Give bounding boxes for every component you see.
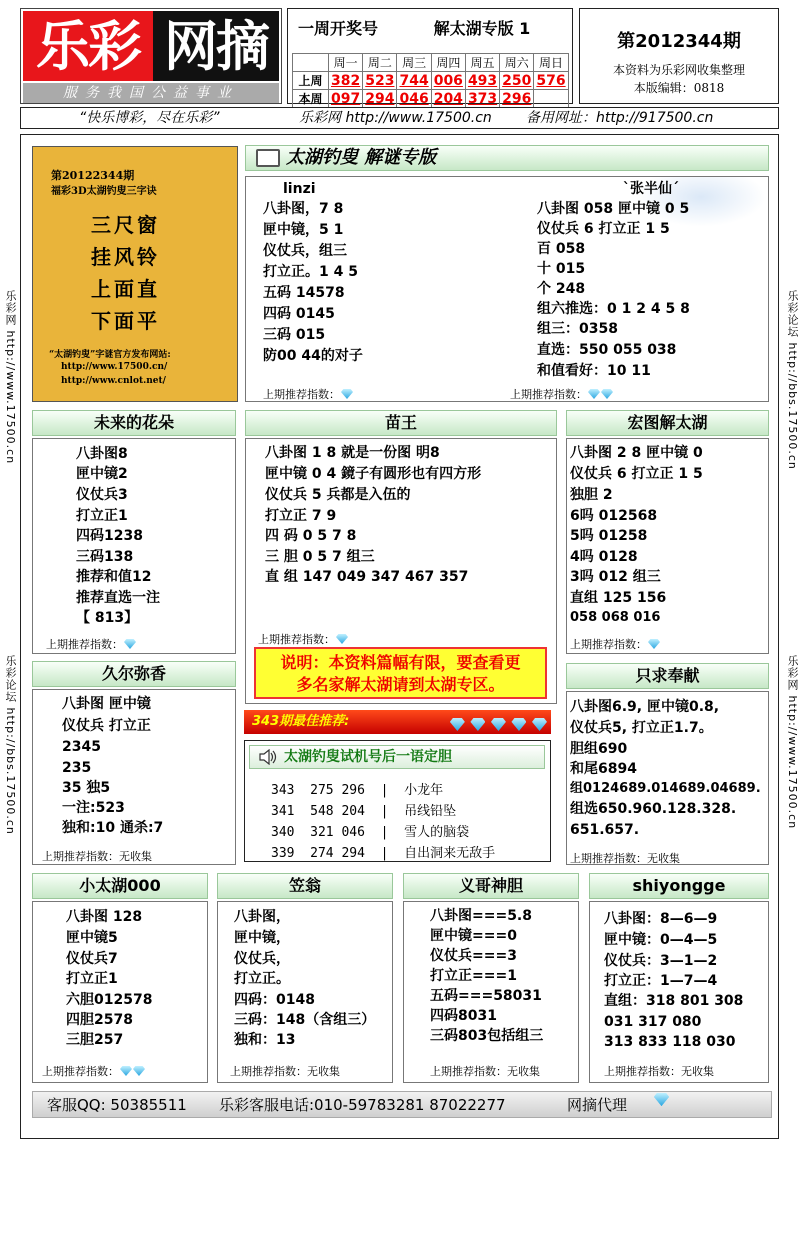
pick-line: 和尾6894 — [570, 761, 637, 777]
pick-line: 百 058 — [537, 241, 586, 257]
pick-line: 313 833 118 030 — [604, 1034, 736, 1050]
pick-line: 组三：0358 — [537, 321, 618, 337]
pick-line: 八卦图：8—6—9 — [604, 911, 718, 927]
weekday: 周二 — [363, 54, 397, 72]
pick-line: 3吗 012 组三 — [570, 569, 661, 585]
pick-line: 直组 125 156 — [570, 590, 667, 606]
pick-line: 2345 — [62, 739, 101, 755]
pick-line: 三码 015 — [263, 327, 326, 343]
test-row: 340 321 046 | 雪人的脑袋 — [271, 825, 470, 840]
index-note: 上期推荐指数：无收集 — [430, 1065, 540, 1078]
pick-line: 四码：0148 — [234, 992, 315, 1008]
diamond-icon — [133, 1066, 145, 1076]
row-label: 上周 — [293, 72, 329, 90]
pick-line: 匣中镜：0—4—5 — [604, 932, 718, 948]
riddle-line: 挂风铃 — [91, 245, 160, 269]
index-note: 上期推荐指数： — [570, 636, 660, 652]
issue-box — [579, 8, 779, 104]
notice-line: 说明：本资料篇幅有限，要查看更 — [280, 653, 521, 672]
riddle-line: 三尺窗 — [91, 213, 160, 237]
pick-line: 八卦图6.9, 匣中镜0.8, — [570, 699, 720, 715]
pick-line: 和值看好：10 11 — [537, 363, 651, 379]
agent-label[interactable]: 网摘代理 — [567, 1096, 628, 1114]
pick-line: 打立正：1—7—4 — [604, 973, 718, 989]
pick-line: 八卦图，7 8 — [263, 201, 344, 217]
logo — [20, 8, 282, 104]
pick-line: 推荐直选一注 — [76, 590, 160, 606]
pick-line: 三码：148（含组三） — [234, 1012, 376, 1028]
edition-label: 解太湖专版 1 — [433, 19, 531, 38]
best-diamonds — [449, 715, 547, 739]
pick-line: 组六推选：0 1 2 4 5 8 — [537, 301, 690, 317]
riddle-subtitle: 福彩3D太湖钓叟三字诀 — [51, 186, 157, 197]
pick-line: 35 独5 — [62, 780, 111, 796]
diamond-icon — [470, 718, 485, 731]
diamond-icon — [654, 1093, 669, 1106]
pick-line: 三码803包括组三 — [430, 1028, 544, 1044]
pick-line: 匣中镜===0 — [430, 928, 517, 944]
diamond-icon — [588, 389, 600, 399]
issue-note: 本资料为乐彩网收集整理 — [612, 63, 745, 77]
pick-line: 直选：550 055 038 — [537, 342, 677, 358]
logo-left: 乐彩 — [23, 11, 153, 81]
draw-number: 204 — [431, 90, 465, 108]
site-link[interactable]: 乐彩网 http://www.17500.cn — [299, 110, 492, 126]
publisher-url-1[interactable]: http://www.17500.cn/ — [61, 362, 168, 372]
panel-title: 义哥神胆 — [403, 873, 579, 899]
diamond-icon — [120, 1066, 132, 1076]
taihu-title-bar — [245, 145, 769, 171]
pick-line: 仪仗兵：3—1—2 — [604, 953, 718, 969]
diamond-icon — [532, 718, 547, 731]
pick-line: 八卦图===5.8 — [430, 908, 532, 924]
panel-title: 笠翁 — [217, 873, 393, 899]
pick-line: 235 — [62, 760, 92, 776]
pick-line: 三 胆 0 5 7 组三 — [265, 549, 375, 565]
pick-line: 十 015 — [537, 261, 586, 277]
pick-line: 独胆 2 — [570, 487, 613, 503]
draw-number: 097 — [329, 90, 363, 108]
draw-number: 523 — [363, 72, 397, 90]
logo-right: 网摘 — [153, 11, 279, 81]
index-note: 上期推荐指数： — [263, 386, 353, 402]
test-row: 343 275 296 | 小龙年 — [271, 783, 444, 798]
side-left-bottom[interactable]: 乐彩论坛 http://bbs.17500.cn — [4, 655, 17, 835]
pick-line: 四码8031 — [430, 1008, 497, 1024]
speaker-icon — [258, 749, 278, 765]
index-note: 上期推荐指数：无收集 — [604, 1065, 714, 1078]
panel-title: 宏图解太湖 — [566, 410, 769, 436]
panel-title: 小太湖000 — [32, 873, 208, 899]
pick-line: 打立正===1 — [430, 968, 517, 984]
test-title-bar — [249, 745, 545, 769]
pick-line: 仪仗兵，组三 — [263, 243, 347, 259]
pick-line: 仪仗兵7 — [66, 951, 118, 967]
diamond-icon — [124, 639, 136, 649]
panel-title: 苗王 — [245, 410, 557, 436]
pick-line: 一注:523 — [62, 800, 125, 816]
weekday: 周六 — [500, 54, 534, 72]
weekday: 周一 — [329, 54, 363, 72]
pick-line: 匣中镜， — [234, 930, 290, 946]
pick-line: 组0124689.014689.04689. — [570, 781, 761, 796]
pick-line: 匣中镜2 — [76, 466, 128, 482]
draw-title-row — [288, 9, 572, 49]
side-left-top[interactable]: 乐彩网 http://www.17500.cn — [4, 290, 17, 465]
index-note: 上期推荐指数： — [258, 631, 348, 647]
riddle-issue: 第20122344期 — [51, 169, 135, 182]
test-title: 太湖钓叟试机号后一语定胆 — [284, 749, 452, 765]
pick-line: 组选650.960.128.328. — [570, 801, 737, 817]
draw-number: 382 — [329, 72, 363, 90]
pick-line: 八卦图， — [234, 909, 290, 925]
taihu-title: 太湖钓叟 解谜专版 — [286, 147, 437, 168]
diamond-icon — [511, 718, 526, 731]
url-bar — [20, 107, 779, 129]
best-pick-label: 343期最佳推荐: — [252, 714, 350, 729]
pick-line: 打立正1 — [76, 508, 128, 524]
pick-line: 匣中镜5 — [66, 930, 118, 946]
this-week-row — [293, 90, 569, 108]
pick-line: 三码138 — [76, 549, 134, 565]
draw-table — [292, 53, 569, 108]
pick-line: 5吗 01258 — [570, 528, 648, 544]
test-row: 339 274 294 | 自出洞来无敌手 — [271, 846, 496, 861]
weekday-row — [293, 54, 569, 72]
draw-number: 294 — [363, 90, 397, 108]
pick-line: 三胆257 — [66, 1032, 124, 1048]
pick-line: 个 248 — [537, 281, 586, 297]
publisher-label: “太湖钓叟”字谜官方发布网站: — [49, 350, 171, 360]
expert-name: `张半仙´ — [623, 181, 679, 197]
last-week-row — [293, 72, 569, 90]
editor: 本版编辑：0818 — [633, 81, 725, 95]
diamond-icon — [336, 634, 348, 644]
index-note: 上期推荐指数：无收集 — [42, 850, 152, 863]
pick-line: 【 813】 — [76, 610, 139, 626]
diamond-icon — [491, 718, 506, 731]
side-right-top[interactable]: 乐彩论坛 http://bbs.17500.cn — [786, 290, 799, 470]
index-note: 上期推荐指数： — [42, 1063, 145, 1079]
pick-line: 仪仗兵 6 打立正 1 5 — [537, 221, 670, 237]
draw-number: 296 — [500, 90, 534, 108]
riddle-line: 上面直 — [91, 277, 160, 301]
pick-line: 八卦图 2 8 匣中镜 0 — [570, 445, 703, 461]
pick-line: 058 068 016 — [570, 610, 661, 625]
pick-line: 打立正1 — [66, 971, 118, 987]
draw-number: 046 — [397, 90, 431, 108]
pick-line: 031 317 080 — [604, 1014, 702, 1030]
pick-line: 仪仗兵 6 打立正 1 5 — [570, 466, 703, 482]
pick-line: 仪仗兵3 — [76, 487, 128, 503]
footer-bar — [32, 1091, 772, 1118]
motto: “快乐博彩，尽在乐彩” — [79, 110, 220, 126]
expert-name: linzi — [283, 181, 316, 197]
pick-line: 独和:10 通杀:7 — [62, 820, 164, 836]
weekday: 周三 — [397, 54, 431, 72]
pick-line: 匣中镜 0 4 鏡子有圆形也有四方形 — [265, 466, 482, 482]
test-number-box — [244, 740, 551, 862]
pick-line: 打立正。 — [234, 971, 290, 987]
pick-line: 6吗 012568 — [570, 508, 658, 524]
draw-number: 373 — [465, 90, 499, 108]
pick-line: 五码 14578 — [263, 285, 345, 301]
pick-line: 八卦图 058 匣中镜 0 5 — [537, 201, 690, 217]
draw-number: 006 — [431, 72, 465, 90]
backup-link[interactable]: 备用网址：http://917500.cn — [526, 110, 714, 126]
customer-phone: 乐彩客服电话:010-59783281 87022277 — [219, 1096, 506, 1114]
weekly-draws — [287, 8, 573, 107]
draw-title: 一周开奖号 — [298, 19, 379, 38]
weekday: 周五 — [465, 54, 499, 72]
pick-line: 仪仗兵5, 打立正1.7。 — [570, 720, 713, 736]
publisher-url-2[interactable]: http://www.cnlot.net/ — [61, 376, 166, 386]
pick-line: 独和：13 — [234, 1032, 296, 1048]
index-note: 上期推荐指数： — [46, 636, 136, 652]
pick-line: 四胆2578 — [66, 1012, 133, 1028]
pick-line: 651.657. — [570, 822, 640, 838]
issue-number: 第2012344期 — [617, 31, 741, 52]
draw-number: 250 — [500, 72, 534, 90]
pick-line: 仪仗兵， — [234, 951, 290, 967]
weekday: 周日 — [534, 54, 568, 72]
side-right-bottom[interactable]: 乐彩网 http://www.17500.cn — [786, 655, 799, 830]
notice-box — [254, 647, 547, 699]
draw-number — [534, 90, 568, 108]
panel-title: 久尔弥香 — [32, 661, 236, 687]
diamond-icon — [648, 639, 660, 649]
book-icon — [256, 149, 280, 167]
customer-qq: 客服QQ: 50385511 — [47, 1096, 187, 1114]
pick-line: 打立正 7 9 — [265, 508, 337, 524]
pick-line: 八卦图 匣中镜 — [62, 696, 151, 712]
pick-line: 匣中镜，5 1 — [263, 222, 344, 238]
panel-title: 未来的花朵 — [32, 410, 236, 436]
draw-number: 493 — [465, 72, 499, 90]
pick-line: 八卦图 128 — [66, 909, 143, 925]
pick-line: 4吗 0128 — [570, 549, 638, 565]
riddle-card — [32, 146, 238, 402]
pick-line: 直 组 147 049 347 467 357 — [265, 569, 469, 585]
diamond-icon — [341, 389, 353, 399]
weekday: 周四 — [431, 54, 465, 72]
pick-line: 打立正。1 4 5 — [263, 264, 358, 280]
riddle-line: 下面平 — [91, 309, 160, 333]
best-pick-bar — [244, 710, 551, 734]
draw-number: 576 — [534, 72, 568, 90]
pick-line: 六胆012578 — [66, 992, 153, 1008]
pick-line: 八卦图8 — [76, 446, 128, 462]
diamond-icon — [450, 718, 465, 731]
pick-line: 四码 0145 — [263, 306, 335, 322]
pick-line: 胆组690 — [570, 741, 628, 757]
pick-line: 仪仗兵===3 — [430, 948, 517, 964]
panel-title: 只求奉献 — [566, 663, 769, 689]
pick-line: 推荐和值12 — [76, 569, 152, 585]
pick-line: 仪仗兵 5 兵都是入伍的 — [265, 487, 411, 503]
notice-line: 多名家解太湖请到太湖专区。 — [296, 675, 505, 694]
index-note: 上期推荐指数： — [510, 386, 613, 402]
test-row: 341 548 204 | 吊线铅坠 — [271, 804, 457, 819]
panel-title: shiyongge — [589, 873, 769, 899]
pick-line: 五码===58031 — [430, 988, 542, 1004]
index-note: 上期推荐指数：无收集 — [570, 852, 680, 865]
pick-line: 四 码 0 5 7 8 — [265, 528, 357, 544]
row-label: 本周 — [293, 90, 329, 108]
pick-line: 八卦图 1 8 就是一份图 明8 — [265, 445, 440, 461]
slogan: 服务我国公益事业 — [23, 83, 279, 103]
pick-line: 四码1238 — [76, 528, 143, 544]
diamond-icon — [601, 389, 613, 399]
pick-line: 仪仗兵 打立正 — [62, 718, 151, 734]
pick-line: 直组：318 801 308 — [604, 993, 744, 1009]
draw-number: 744 — [397, 72, 431, 90]
pick-line: 防00 44的对子 — [263, 348, 363, 364]
index-note: 上期推荐指数：无收集 — [230, 1065, 340, 1078]
